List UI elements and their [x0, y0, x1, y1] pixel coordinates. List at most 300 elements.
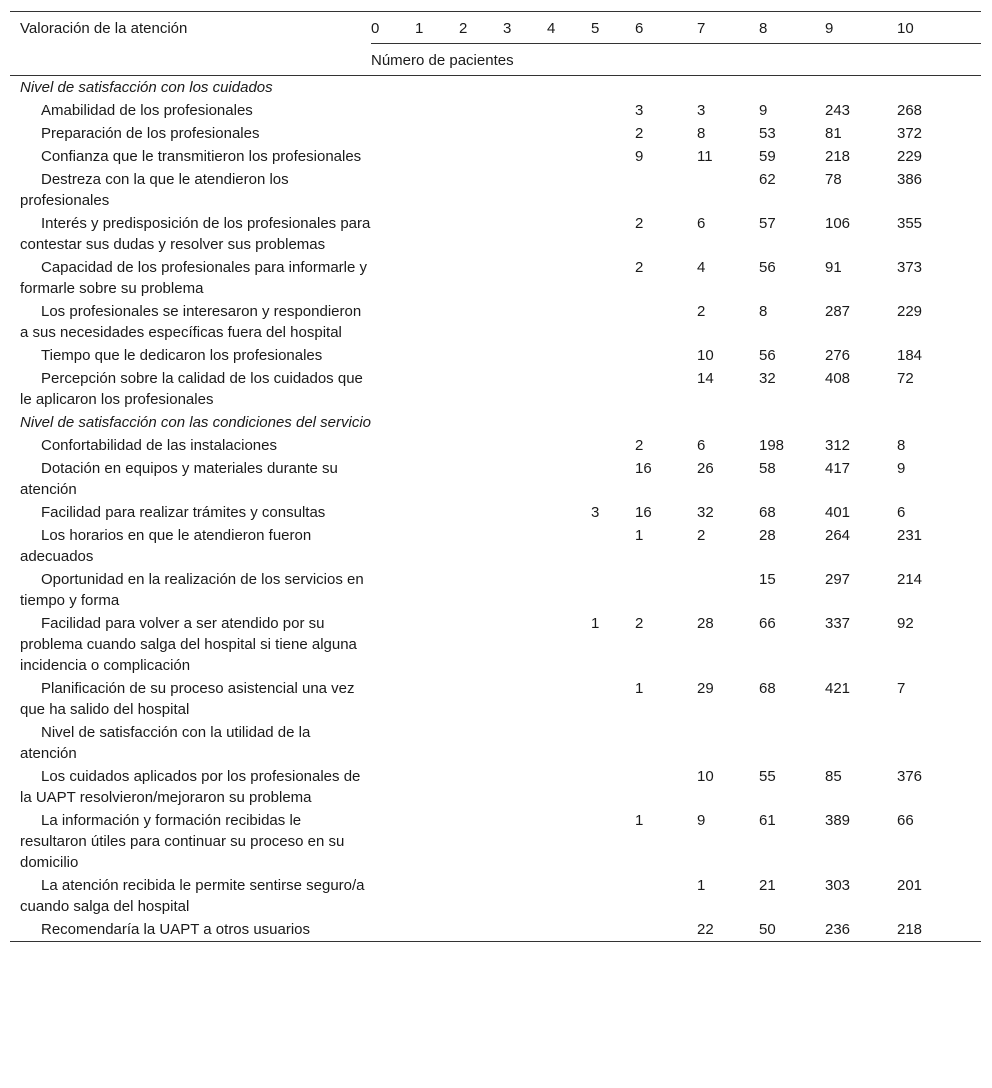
count-cell-6 — [635, 367, 697, 411]
count-cell-8: 28 — [759, 527, 776, 544]
row-label-cell — [10, 809, 371, 874]
count-cell-0 — [371, 524, 415, 568]
count-cell-0 — [371, 300, 415, 344]
count-cell-8: 198 — [759, 437, 785, 454]
count-cell-2 — [459, 344, 503, 367]
count-cell-4 — [547, 918, 591, 942]
count-cell-3 — [503, 677, 547, 721]
count-cell-2 — [459, 524, 503, 568]
count-cell-5 — [591, 809, 635, 874]
count-cell-9: 297 — [825, 571, 851, 588]
count-cell-10: 9 — [897, 460, 906, 477]
row-label: La información y formación recibidas le resultaron útiles para continuar su proceso en su domicilio — [20, 812, 345, 871]
count-cell-4 — [547, 874, 591, 918]
count-cell-4 — [547, 524, 591, 568]
count-cell-2 — [459, 612, 503, 677]
table-row — [10, 212, 981, 256]
count-cell-7: 14 — [697, 370, 714, 387]
count-cell-5 — [591, 918, 635, 942]
count-cell-7 — [697, 568, 759, 612]
count-cell-4 — [547, 344, 591, 367]
table-row — [10, 168, 981, 212]
count-cell-1 — [415, 457, 459, 501]
satisfaction-table-container — [10, 11, 981, 942]
count-cell-0 — [371, 122, 415, 145]
row-label: Confianza que le transmitieron los profesionales — [41, 148, 362, 165]
table-row — [10, 874, 981, 918]
row-label-cell — [10, 874, 371, 918]
row-label: Los cuidados aplicados por los profesionales de la UAPT resolvieron/mejoraron su problema — [20, 768, 361, 806]
count-cell-5 — [591, 256, 635, 300]
count-cell-10: 66 — [897, 812, 914, 829]
count-cell-6: 1 — [635, 527, 644, 544]
count-cell-10: 7 — [897, 680, 906, 697]
count-cell-3 — [503, 122, 547, 145]
count-cell-4 — [547, 612, 591, 677]
row-label-cell — [10, 168, 371, 212]
row-label-cell — [10, 568, 371, 612]
count-cell-8: 68 — [759, 680, 776, 697]
count-cell-3 — [503, 809, 547, 874]
row-label: Amabilidad de los profesionales — [41, 102, 253, 119]
count-cell-8: 56 — [759, 347, 776, 364]
section-title: Nivel de satisfacción con los cuidados — [20, 79, 273, 96]
count-cell-0 — [371, 721, 415, 765]
row-label: Capacidad de los profesionales para informarle y formarle sobre su problema — [20, 259, 368, 297]
row-label-cell — [10, 765, 371, 809]
count-cell-8: 56 — [759, 259, 776, 276]
count-cell-6 — [635, 918, 697, 942]
count-cell-2 — [459, 501, 503, 524]
table-row — [10, 99, 981, 122]
count-cell-8: 32 — [759, 370, 776, 387]
count-cell-9: 81 — [825, 125, 842, 142]
row-label: Preparación de los profesionales — [41, 125, 260, 142]
count-cell-6: 16 — [635, 504, 652, 521]
count-cell-6: 1 — [635, 680, 644, 697]
count-cell-5: 1 — [591, 615, 600, 632]
count-cell-8: 66 — [759, 615, 776, 632]
scale-8: 8 — [759, 12, 825, 44]
table-header — [10, 12, 981, 76]
count-cell-5: 3 — [591, 504, 600, 521]
table-row — [10, 765, 981, 809]
row-label-cell — [10, 434, 371, 457]
table-body — [10, 76, 981, 942]
scale-5: 5 — [591, 12, 635, 44]
count-cell-3 — [503, 434, 547, 457]
count-cell-6: 2 — [635, 125, 644, 142]
count-cell-5 — [591, 168, 635, 212]
row-label: Oportunidad en la realización de los servicios en tiempo y forma — [20, 571, 364, 609]
count-cell-5 — [591, 367, 635, 411]
count-cell-0 — [371, 918, 415, 942]
count-cell-2 — [459, 168, 503, 212]
count-cell-9: 303 — [825, 877, 851, 894]
table-row — [10, 721, 981, 765]
table-row — [10, 501, 981, 524]
count-cell-5 — [591, 300, 635, 344]
count-cell-1 — [415, 344, 459, 367]
count-cell-9: 243 — [825, 102, 851, 119]
count-cell-4 — [547, 256, 591, 300]
count-cell-2 — [459, 212, 503, 256]
count-cell-9: 408 — [825, 370, 851, 387]
count-cell-7: 3 — [697, 102, 706, 119]
count-cell-7: 2 — [697, 303, 706, 320]
count-cell-3 — [503, 721, 547, 765]
count-cell-9: 401 — [825, 504, 851, 521]
scale-7: 7 — [697, 12, 759, 44]
count-cell-2 — [459, 367, 503, 411]
count-cell-4 — [547, 568, 591, 612]
count-cell-1 — [415, 99, 459, 122]
count-cell-2 — [459, 721, 503, 765]
count-cell-1 — [415, 256, 459, 300]
count-cell-3 — [503, 145, 547, 168]
table-row — [10, 457, 981, 501]
count-cell-4 — [547, 501, 591, 524]
table-row — [10, 568, 981, 612]
count-cell-1 — [415, 524, 459, 568]
count-cell-4 — [547, 809, 591, 874]
count-cell-10: 229 — [897, 148, 923, 165]
count-cell-3 — [503, 568, 547, 612]
count-cell-1 — [415, 168, 459, 212]
count-cell-8: 57 — [759, 215, 776, 232]
count-cell-9: 421 — [825, 680, 851, 697]
count-cell-3 — [503, 344, 547, 367]
count-cell-5 — [591, 434, 635, 457]
count-cell-2 — [459, 918, 503, 942]
table-row — [10, 145, 981, 168]
count-cell-2 — [459, 809, 503, 874]
table-row — [10, 677, 981, 721]
count-cell-5 — [591, 457, 635, 501]
row-label: Facilidad para volver a ser atendido por su problema cuando salga del hospital si tiene alguna incidencia o complicación — [20, 615, 357, 674]
count-cell-7: 26 — [697, 460, 714, 477]
count-cell-9: 337 — [825, 615, 851, 632]
count-cell-10: 72 — [897, 370, 914, 387]
count-cell-3 — [503, 874, 547, 918]
row-label: Tiempo que le dedicaron los profesionales — [41, 347, 323, 364]
count-cell-9: 78 — [825, 171, 842, 188]
row-label-cell — [10, 145, 371, 168]
count-cell-7: 11 — [697, 148, 713, 165]
subheader-row — [10, 44, 981, 76]
count-cell-5 — [591, 122, 635, 145]
count-cell-5 — [591, 145, 635, 168]
count-cell-6: 1 — [635, 812, 644, 829]
count-cell-7: 6 — [697, 215, 706, 232]
count-cell-8: 53 — [759, 125, 776, 142]
count-cell-0 — [371, 874, 415, 918]
count-cell-10: 373 — [897, 259, 923, 276]
count-cell-3 — [503, 212, 547, 256]
count-cell-4 — [547, 434, 591, 457]
count-cell-5 — [591, 568, 635, 612]
count-cell-1 — [415, 145, 459, 168]
count-cell-10: 372 — [897, 125, 923, 142]
count-cell-10: 218 — [897, 921, 923, 938]
row-label: Interés y predisposición de los profesionales para contestar sus dudas y resolver sus problemas — [20, 215, 371, 253]
count-cell-6 — [635, 300, 697, 344]
header-row — [10, 12, 981, 44]
count-cell-4 — [547, 765, 591, 809]
count-cell-5 — [591, 765, 635, 809]
count-cell-9: 106 — [825, 215, 851, 232]
count-cell-10: 201 — [897, 877, 923, 894]
count-cell-8: 62 — [759, 171, 776, 188]
count-cell-2 — [459, 765, 503, 809]
count-cell-4 — [547, 122, 591, 145]
count-cell-0 — [371, 809, 415, 874]
count-cell-1 — [415, 677, 459, 721]
count-cell-5 — [591, 721, 635, 765]
count-cell-7: 29 — [697, 680, 714, 697]
count-cell-1 — [415, 721, 459, 765]
count-cell-9: 287 — [825, 303, 851, 320]
count-cell-3 — [503, 256, 547, 300]
count-cell-9: 417 — [825, 460, 851, 477]
count-cell-5 — [591, 677, 635, 721]
count-cell-4 — [547, 677, 591, 721]
count-cell-3 — [503, 367, 547, 411]
scale-2: 2 — [459, 12, 503, 44]
count-cell-7: 32 — [697, 504, 714, 521]
count-cell-6 — [635, 874, 697, 918]
count-cell-8: 21 — [759, 877, 776, 894]
row-label-cell — [10, 367, 371, 411]
count-cell-6: 2 — [635, 615, 644, 632]
count-cell-0 — [371, 256, 415, 300]
row-label-cell — [10, 212, 371, 256]
count-cell-5 — [591, 524, 635, 568]
count-cell-10 — [897, 721, 981, 765]
count-cell-8: 68 — [759, 504, 776, 521]
count-cell-2 — [459, 568, 503, 612]
count-cell-9: 312 — [825, 437, 851, 454]
count-cell-10: 6 — [897, 504, 906, 521]
row-label-cell — [10, 122, 371, 145]
count-cell-9: 218 — [825, 148, 851, 165]
count-cell-6 — [635, 168, 697, 212]
count-cell-6 — [635, 344, 697, 367]
count-cell-4 — [547, 367, 591, 411]
count-cell-4 — [547, 145, 591, 168]
count-cell-3 — [503, 168, 547, 212]
count-cell-8: 9 — [759, 102, 768, 119]
scale-6: 6 — [635, 12, 697, 44]
count-cell-3 — [503, 99, 547, 122]
row-label: Dotación en equipos y materiales durante su atención — [20, 460, 338, 498]
count-cell-6: 2 — [635, 259, 644, 276]
scale-10: 10 — [897, 12, 981, 44]
row-label-cell — [10, 677, 371, 721]
count-cell-3 — [503, 457, 547, 501]
scale-9: 9 — [825, 12, 897, 44]
count-cell-0 — [371, 145, 415, 168]
scale-1: 1 — [415, 12, 459, 44]
count-cell-4 — [547, 168, 591, 212]
count-cell-7: 1 — [697, 877, 706, 894]
table-row — [10, 300, 981, 344]
count-cell-4 — [547, 99, 591, 122]
table-row — [10, 122, 981, 145]
table-row — [10, 918, 981, 942]
count-cell-10: 386 — [897, 171, 923, 188]
count-cell-0 — [371, 367, 415, 411]
count-cell-6 — [635, 765, 697, 809]
row-label-cell — [10, 300, 371, 344]
count-cell-3 — [503, 765, 547, 809]
count-cell-1 — [415, 918, 459, 942]
row-label: Los profesionales se interesaron y respondieron a sus necesidades específicas fuera del hospital — [20, 303, 362, 341]
count-cell-4 — [547, 212, 591, 256]
count-cell-10: 8 — [897, 437, 906, 454]
count-cell-9: 264 — [825, 527, 851, 544]
count-cell-3 — [503, 501, 547, 524]
count-cell-0 — [371, 168, 415, 212]
count-cell-0 — [371, 677, 415, 721]
row-label: Recomendaría la UAPT a otros usuarios — [41, 921, 311, 938]
section-title: Nivel de satisfacción con las condiciones del servicio — [20, 414, 372, 431]
count-cell-10: 229 — [897, 303, 923, 320]
count-cell-2 — [459, 145, 503, 168]
count-cell-0 — [371, 765, 415, 809]
count-cell-8 — [759, 721, 825, 765]
row-label-cell — [10, 99, 371, 122]
row-label-cell — [10, 256, 371, 300]
count-cell-2 — [459, 300, 503, 344]
row-label: Confortabilidad de las instalaciones — [41, 437, 277, 454]
count-cell-3 — [503, 524, 547, 568]
table-row — [10, 434, 981, 457]
count-cell-10: 214 — [897, 571, 923, 588]
count-cell-2 — [459, 434, 503, 457]
row-label: Los horarios en que le atendieron fueron adecuados — [20, 527, 312, 565]
count-cell-0 — [371, 344, 415, 367]
table-row — [10, 612, 981, 677]
count-cell-8: 61 — [759, 812, 776, 829]
count-cell-1 — [415, 874, 459, 918]
count-cell-0 — [371, 457, 415, 501]
count-cell-7: 6 — [697, 437, 706, 454]
count-cell-0 — [371, 434, 415, 457]
row-label-cell — [10, 344, 371, 367]
row-label-cell — [10, 918, 371, 942]
count-cell-10: 231 — [897, 527, 923, 544]
row-label: Planificación de su proceso asistencial una vez que ha salido del hospital — [20, 680, 355, 718]
row-label: Nivel de satisfacción con la utilidad de la atención — [20, 724, 311, 762]
count-cell-1 — [415, 612, 459, 677]
count-cell-0 — [371, 501, 415, 524]
count-cell-10: 268 — [897, 102, 923, 119]
count-cell-10: 376 — [897, 768, 923, 785]
scale-0: 0 — [371, 12, 415, 44]
count-cell-7: 10 — [697, 768, 714, 785]
count-cell-10: 92 — [897, 615, 914, 632]
count-cell-9: 389 — [825, 812, 851, 829]
count-cell-7: 28 — [697, 615, 714, 632]
count-cell-8: 59 — [759, 148, 776, 165]
subheader-label: Número de pacientes — [371, 52, 514, 69]
count-cell-6: 9 — [635, 148, 644, 165]
count-cell-8: 50 — [759, 921, 776, 938]
count-cell-5 — [591, 874, 635, 918]
table-row — [10, 256, 981, 300]
row-label-cell — [10, 524, 371, 568]
scale-4: 4 — [547, 12, 591, 44]
count-cell-5 — [591, 212, 635, 256]
count-cell-6: 2 — [635, 215, 644, 232]
count-cell-6: 16 — [635, 460, 652, 477]
count-cell-2 — [459, 256, 503, 300]
table-row — [10, 367, 981, 411]
count-cell-9: 276 — [825, 347, 851, 364]
count-cell-8: 55 — [759, 768, 776, 785]
count-cell-7 — [697, 721, 759, 765]
table-row — [10, 809, 981, 874]
count-cell-7: 10 — [697, 347, 714, 364]
count-cell-3 — [503, 300, 547, 344]
count-cell-7: 9 — [697, 812, 706, 829]
count-cell-5 — [591, 344, 635, 367]
count-cell-6: 2 — [635, 437, 644, 454]
count-cell-2 — [459, 99, 503, 122]
row-label: La atención recibida le permite sentirse seguro/a cuando salga del hospital — [20, 877, 365, 915]
count-cell-1 — [415, 434, 459, 457]
count-cell-9: 91 — [825, 259, 842, 276]
count-cell-9: 236 — [825, 921, 851, 938]
header-label: Valoración de la atención — [20, 20, 188, 37]
row-label-cell — [10, 457, 371, 501]
count-cell-3 — [503, 918, 547, 942]
section-row — [10, 411, 981, 434]
count-cell-2 — [459, 874, 503, 918]
count-cell-0 — [371, 99, 415, 122]
count-cell-7: 22 — [697, 921, 714, 938]
count-cell-2 — [459, 677, 503, 721]
table-row — [10, 524, 981, 568]
count-cell-10: 184 — [897, 347, 923, 364]
count-cell-3 — [503, 612, 547, 677]
count-cell-1 — [415, 765, 459, 809]
row-label-cell — [10, 612, 371, 677]
count-cell-0 — [371, 212, 415, 256]
section-row — [10, 76, 981, 100]
count-cell-7: 2 — [697, 527, 706, 544]
count-cell-1 — [415, 809, 459, 874]
satisfaction-table — [10, 11, 981, 942]
count-cell-0 — [371, 568, 415, 612]
count-cell-1 — [415, 122, 459, 145]
count-cell-6 — [635, 721, 697, 765]
count-cell-6 — [635, 568, 697, 612]
count-cell-7: 8 — [697, 125, 706, 142]
scale-3: 3 — [503, 12, 547, 44]
count-cell-5 — [591, 99, 635, 122]
count-cell-1 — [415, 501, 459, 524]
row-label: Facilidad para realizar trámites y consultas — [41, 504, 326, 521]
row-label: Destreza con la que le atendieron los profesionales — [20, 171, 289, 209]
count-cell-0 — [371, 612, 415, 677]
row-label: Percepción sobre la calidad de los cuidados que le aplicaron los profesionales — [20, 370, 363, 408]
count-cell-6: 3 — [635, 102, 644, 119]
count-cell-4 — [547, 721, 591, 765]
row-label-cell — [10, 721, 371, 765]
count-cell-10: 355 — [897, 215, 923, 232]
